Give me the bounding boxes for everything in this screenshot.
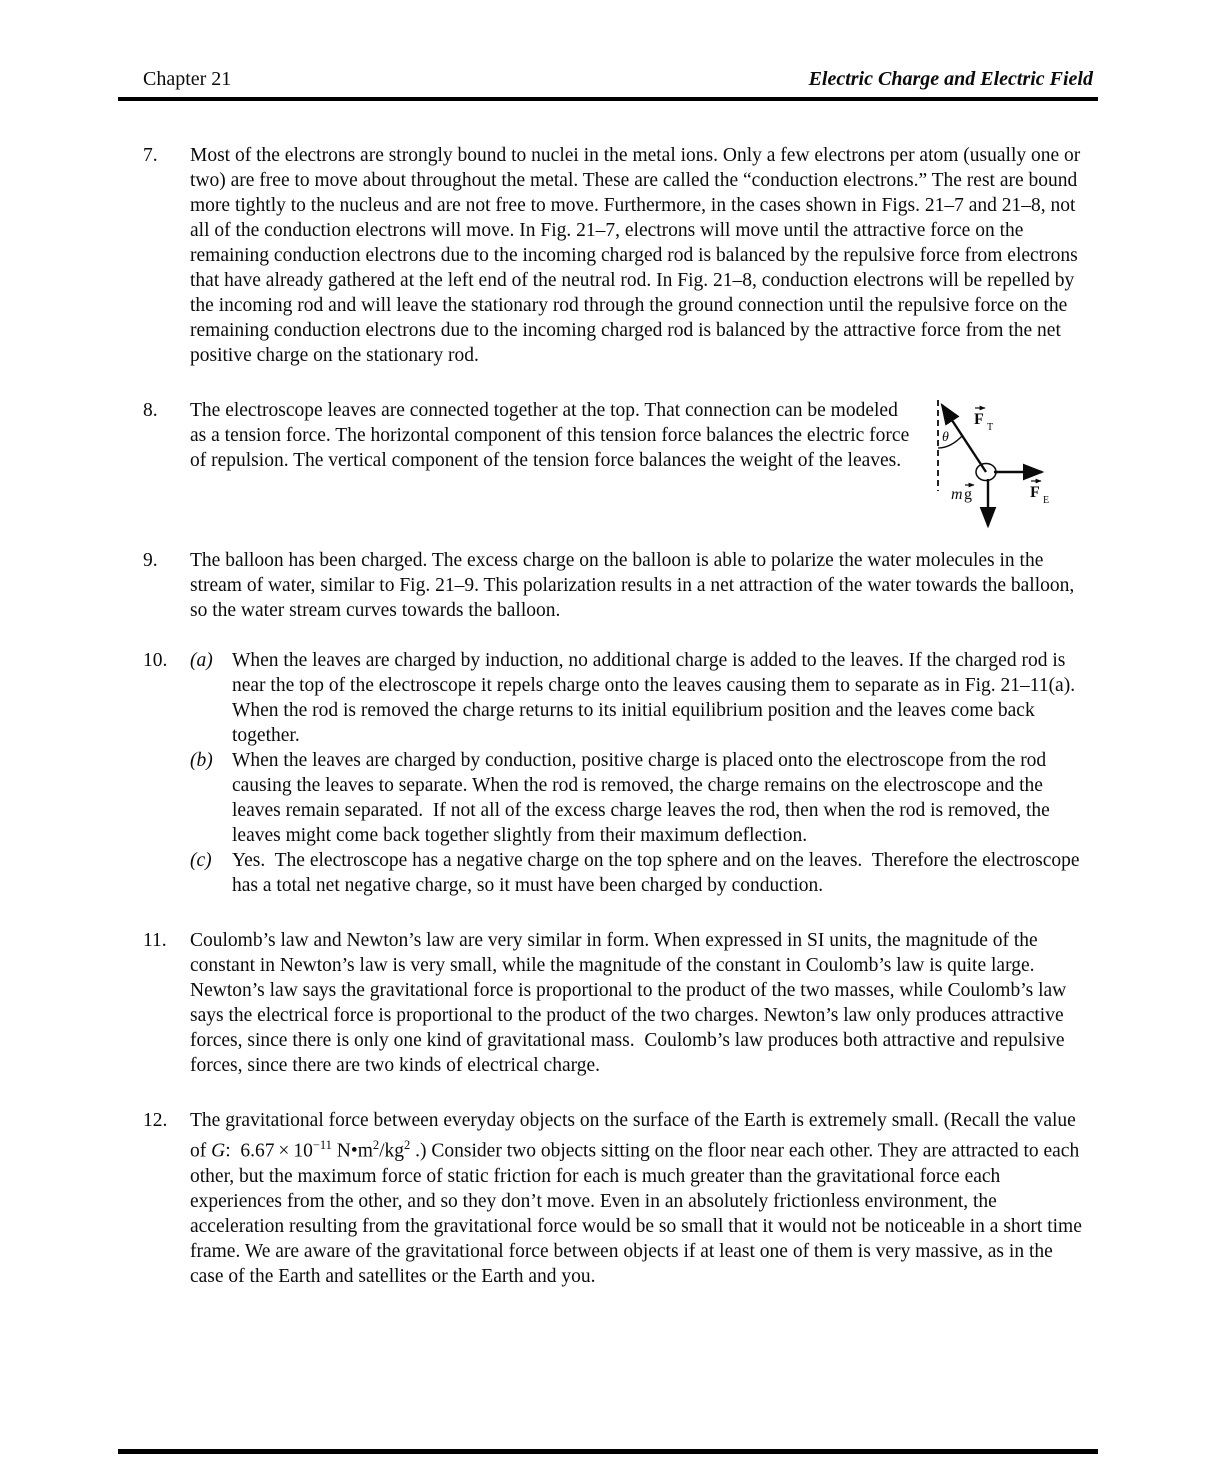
exponent: 2 <box>372 1138 380 1152</box>
item-number: 10. <box>143 650 168 671</box>
solution-item-11 <box>143 928 1091 1078</box>
mass-label: m <box>951 486 963 503</box>
item-number: 7. <box>143 145 158 166</box>
item-12-text-start: The gravitational force between everyday objects on the surface of the Earth is extremely small. (Recall the value of <box>190 1110 1076 1162</box>
sub-item-label: (c) <box>190 850 212 871</box>
gravitational-constant-symbol: G <box>211 1140 226 1162</box>
tension-force-label: F <box>974 411 984 428</box>
unit-newton-meter: N•m <box>331 1140 373 1162</box>
sub-item-b-text: When the leaves are charged by conduction, positive charge is placed onto the electroscope from the rod causing the leaves to separate. When the rod is removed, the charge remains on the electroscope and the leaves remain separated. If not all of the excess charge leaves the rod, then when the rod is removed, the leaves might come back together slightly from their maximum deflection. <box>232 750 1050 846</box>
solution-item-8 <box>143 398 1091 548</box>
item-8-text: The electroscope leaves are connected together at the top. That connection can be modeled as a tension force. The horizontal component of this tension force balances the electric force of repulsion. The vertical component of the tension force balances the weight of the leaves. <box>190 400 910 471</box>
item-11-text: Coulomb’s law and Newton’s law are very similar in form. When expressed in SI units, the magnitude of the constant in Newton’s law is very small, while the magnitude of the constant in Coulomb’s law is quite large. Newton’s law says the gravitational force is proportional to the product of the two masses, while Coulomb’s law says the electrical force is proportional to the product of the two charges. Newton’s law only produces attractive forces, since there is only one kind of gravitational mass. Coulomb’s law produces both attractive and repulsive forces, since there are two kinds of electrical charge. <box>190 930 1067 1076</box>
solutions-list <box>143 143 1091 1289</box>
sub-item-a-text: When the leaves are charged by induction, no additional charge is added to the leaves. If the charged rod is near the top of the electroscope it repels charge onto the leaves causing them to separate as in Fig. 21–11(a). When the rod is removed the charge returns to its initial equilibrium position and the leaves come back together. <box>232 650 1076 746</box>
footer-rule <box>118 1449 1098 1454</box>
item-body <box>190 928 1091 1078</box>
item-body <box>190 1108 1091 1289</box>
item-12-text-end: .) Consider two objects sitting on the floor near each other. They are attracted to each other, but the maximum force of static friction for each is much greater than the gravitational force each experiences from the other, and so they don’t move. Even in an absolutely frictionless environment, the acceleration resulting from the gravitational force would be so small that it would not be noticeable in a short time frame. We are aware of the gravitational force between objects if at least one of them is very massive, as in the case of the Earth and satellites or the Earth and you. <box>190 1140 1082 1287</box>
force-diagram-figure <box>912 390 1107 540</box>
electric-force-subscript: E <box>1043 495 1050 506</box>
item-number: 9. <box>143 550 158 571</box>
chapter-label: Chapter 21 <box>143 68 232 90</box>
header-rule <box>118 97 1098 101</box>
item-9-text: The balloon has been charged. The excess charge on the balloon is able to polarize the water molecules in the stream of water, similar to Fig. 21–9. This polarization results in a net attraction of the water towards the balloon, so the water stream curves towards the balloon. <box>190 550 1075 621</box>
tension-force-subscript: T <box>987 422 994 433</box>
item-12-constant-value: : 6.67 × 10 <box>225 1140 313 1162</box>
unit-per-kilogram: /kg <box>379 1140 405 1162</box>
page-header <box>143 68 1093 91</box>
sub-item-label: (a) <box>190 650 213 671</box>
sub-item-a <box>190 648 1091 748</box>
sub-item-b <box>190 748 1091 848</box>
gravity-label: g <box>964 486 972 503</box>
sub-item-c-text: Yes. The electroscope has a negative charge on the top sphere and on the leaves. Therefore the electroscope has a total net negative charge, so it must have been charged by conduction. <box>232 850 1080 896</box>
item-12-text <box>190 1108 1091 1289</box>
theta-label: θ <box>942 430 949 445</box>
book-title: Electric Charge and Electric Field <box>808 68 1093 90</box>
item-body <box>190 548 1091 623</box>
exponent: −11 <box>312 1138 332 1152</box>
item-7-text: Most of the electrons are strongly bound to nuclei in the metal ions. Only a few electrons per atom (usually one or two) are free to move about throughout the metal. These are called the “conduction electrons.” The rest are bound more tightly to the nucleus and are not free to move. Furthermore, in the cases shown in Figs. 21–7 and 21–8, not all of the conduction electrons will move. In Fig. 21–7, electrons will move until the attractive force on the remaining conduction electrons due to the incoming charged rod is balanced by the repulsive force from electrons that have already gathered at the left end of the neutral rod. In Fig. 21–8, conduction electrons will be repelled by the incoming rod and will leave the stationary rod through the ground connection until the repulsive force on the remaining conduction electrons due to the incoming charged rod is balanced by the attractive force from the net positive charge on the stationary rod. <box>190 145 1081 366</box>
solution-item-10 <box>143 648 1091 898</box>
item-body <box>190 648 1091 898</box>
solution-item-12 <box>143 1108 1091 1289</box>
item-body <box>190 143 1091 368</box>
electric-force-label: F <box>1030 484 1040 501</box>
sub-item-c <box>190 848 1091 898</box>
item-number: 12. <box>143 1110 168 1131</box>
sub-item-label: (b) <box>190 750 213 771</box>
item-number: 8. <box>143 400 158 421</box>
item-body <box>190 398 1091 548</box>
solution-item-7 <box>143 143 1091 368</box>
item-number: 11. <box>143 930 167 951</box>
exponent: 2 <box>404 1138 411 1152</box>
force-diagram <box>912 390 1107 540</box>
solution-item-9 <box>143 548 1091 623</box>
